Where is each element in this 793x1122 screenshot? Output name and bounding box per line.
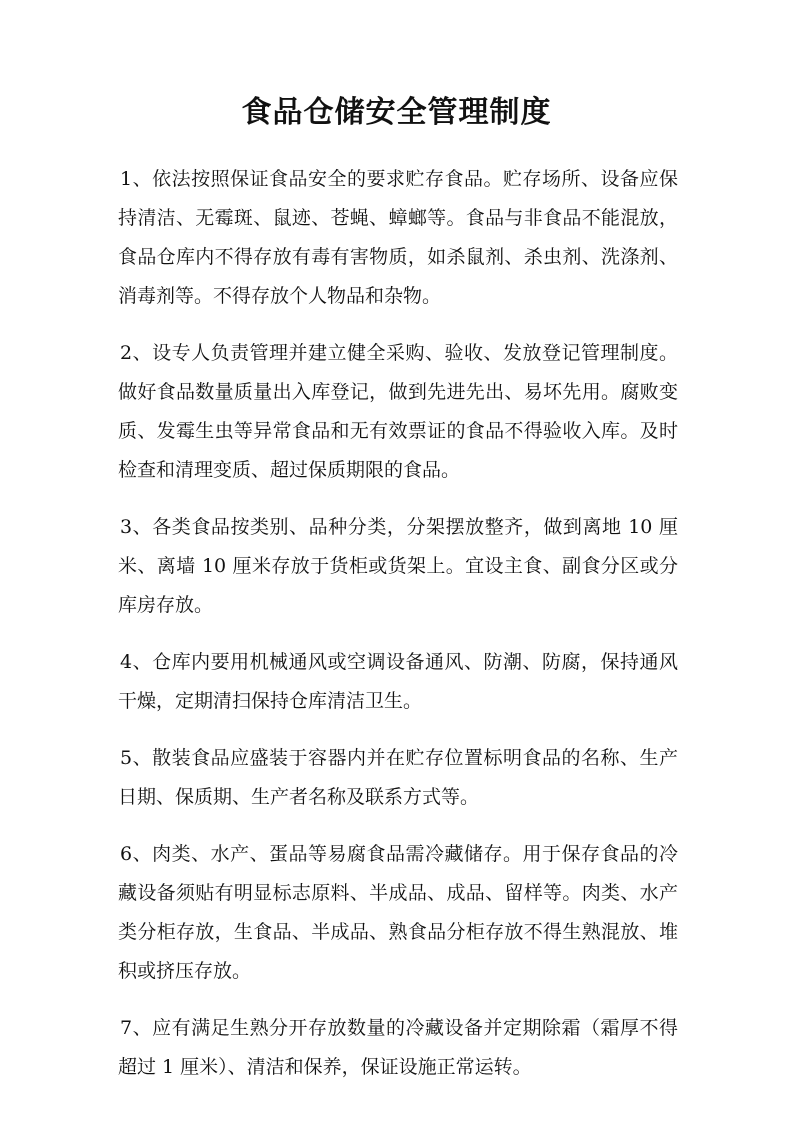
clause-6: 6、肉类、水产、蛋品等易腐食品需冷藏储存。用于保存食品的冷藏设备须贴有明显标志原料、半成品、成品、留样等。肉类、水产类分柜存放，生食品、半成品、熟食品分柜存放不得生熟混放、堆积或挤压存放。	[118, 843, 678, 982]
clause-4: 4、仓库内要用机械通风或空调设备通风、防潮、防腐，保持通风干燥，定期清扫保持仓库清洁卫生。	[118, 651, 678, 712]
clause-7: 7、应有满足生熟分开存放数量的冷藏设备并定期除霜（霜厚不得超过 1 厘米）、清洁和保养，保证设施正常运转。	[118, 1017, 678, 1078]
clause-5: 5、散装食品应盛装于容器内并在贮存位置标明食品的名称、生产日期、保质期、生产者名称及联系方式等。	[118, 747, 678, 808]
clause-2: 2、设专人负责管理并建立健全采购、验收、发放登记管理制度。做好食品数量质量出入库登记，做到先进先出、易坏先用。腐败变质、发霉生虫等异常食品和无有效票证的食品不得验收入库。及时检查和清理变质、超过保质期限的食品。	[118, 342, 678, 481]
clause-1: 1、依法按照保证食品安全的要求贮存食品。贮存场所、设备应保持清洁、无霉斑、鼠迹、苍蝇、蟑螂等。食品与非食品不能混放，食品仓库内不得存放有毒有害物质，如杀鼠剂、杀虫剂、洗涤剂、消毒剂等。不得存放个人物品和杂物。	[118, 168, 678, 307]
clause-3: 3、各类食品按类别、品种分类，分架摆放整齐，做到离地 10 厘米、离墙 10 厘米存放于货柜或货架上。宜设主食、副食分区或分库房存放。	[118, 516, 678, 616]
document-title: 食品仓储安全管理制度	[241, 95, 552, 130]
clause-list	[118, 160, 678, 1105]
